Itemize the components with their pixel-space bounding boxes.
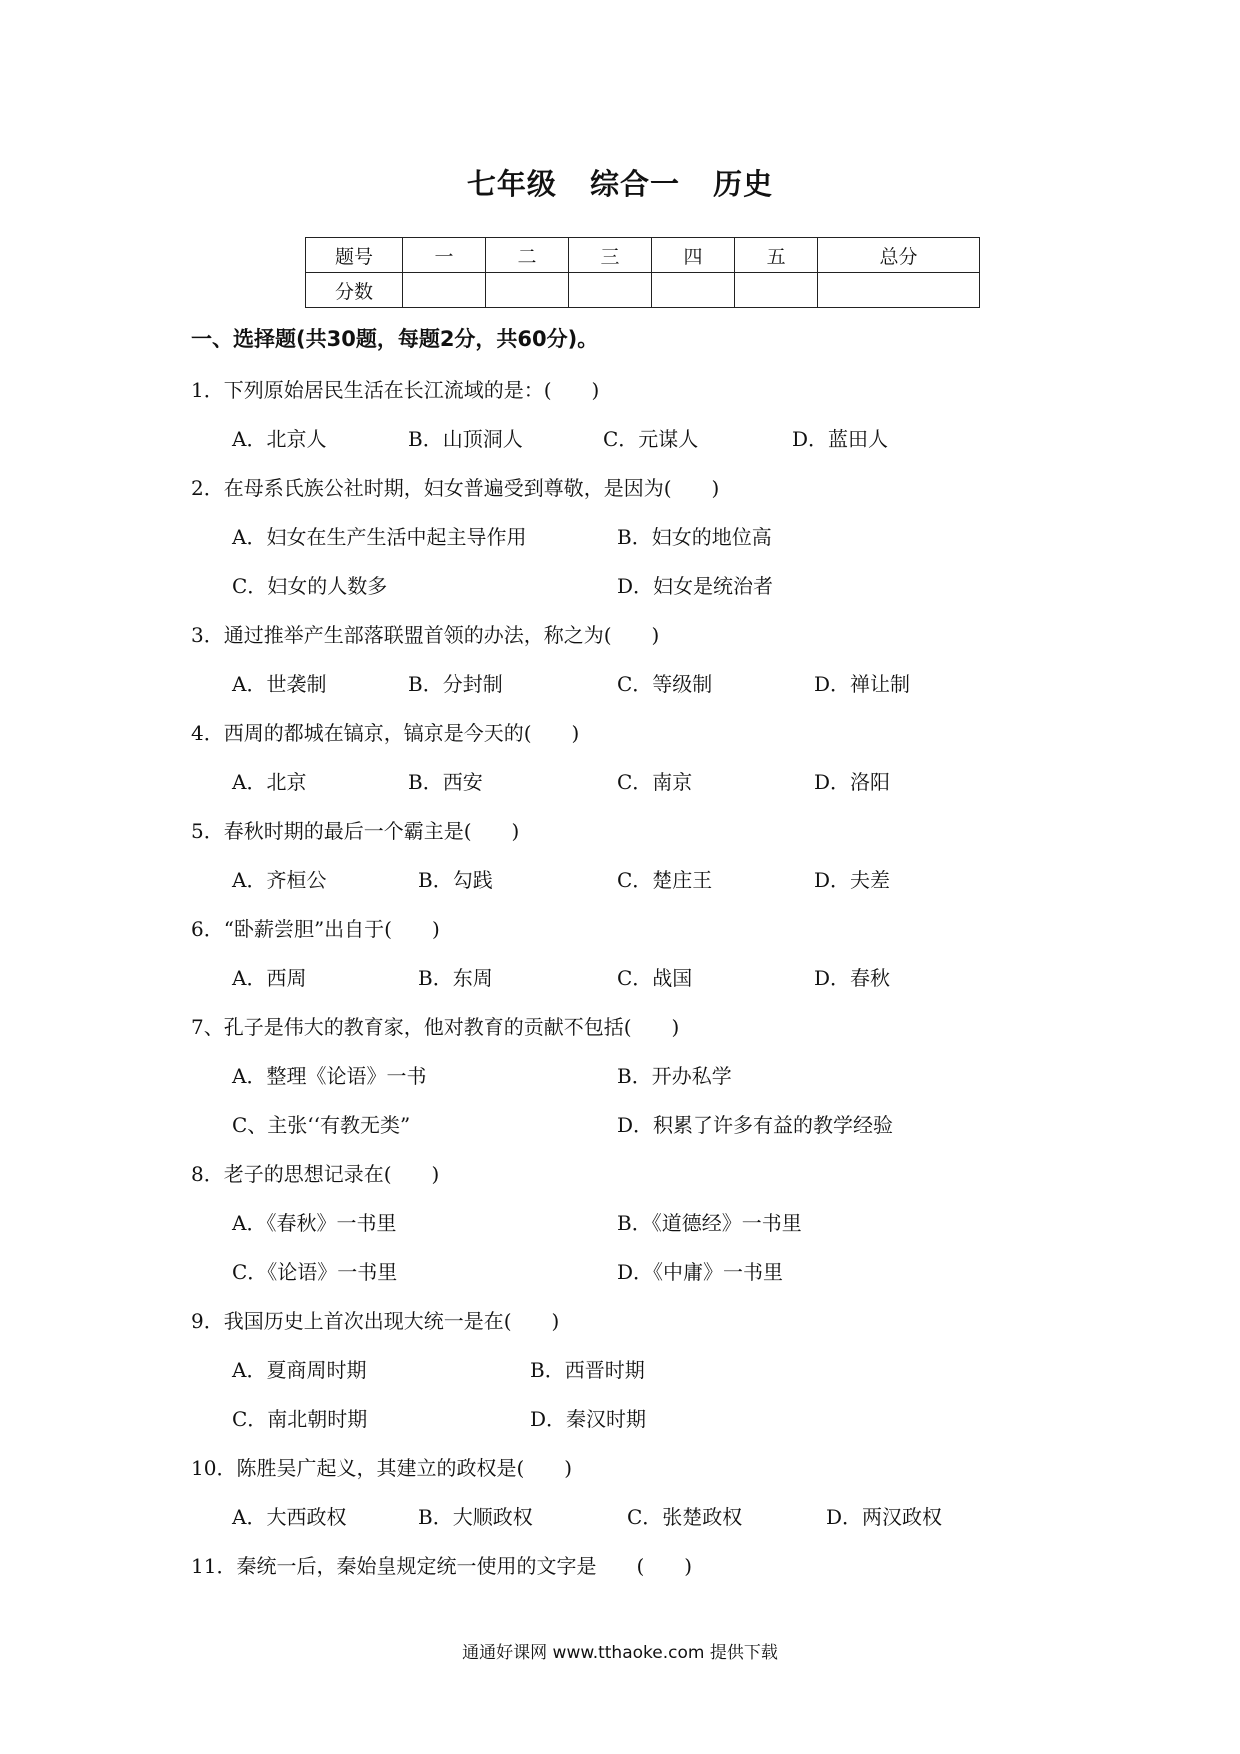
- q6-option-d: D．春秋: [814, 966, 891, 990]
- q6-option-c: C．战国: [617, 966, 693, 990]
- q10-option-c: C．张楚政权: [627, 1505, 743, 1529]
- q9-option-c: C．南北朝时期: [232, 1407, 368, 1431]
- q1-option-b: B．山顶洞人: [408, 427, 523, 451]
- q6-option-b: B．东周: [418, 966, 493, 990]
- question-1: 1．下列原始居民生活在长江流域的是：( ): [191, 378, 600, 402]
- q10-option-b: B．大顺政权: [418, 1505, 533, 1529]
- question-7: 7、孔子是伟大的教育家，他对教育的贡献不包括( ): [191, 1015, 680, 1039]
- score-cell: [652, 273, 735, 308]
- score-header-cell: 五: [735, 238, 818, 273]
- q2-option-c: C．妇女的人数多: [232, 574, 388, 598]
- q10-option-a: A．大西政权: [232, 1505, 347, 1529]
- q1-option-d: D．蓝田人: [792, 427, 889, 451]
- page-title: 七年级 综合一 历史: [466, 167, 774, 201]
- q8-option-c: C．《论语》一书里: [232, 1260, 398, 1284]
- score-header-label: 题号: [306, 238, 403, 273]
- score-cell: [735, 273, 818, 308]
- question-11: 11．秦统一后，秦始皇规定统一使用的文字是 ( ): [191, 1554, 693, 1578]
- q2-option-d: D．妇女是统治者: [617, 574, 774, 598]
- q3-option-c: C．等级制: [617, 672, 713, 696]
- question-10: 10．陈胜吴广起义，其建立的政权是( ): [191, 1456, 573, 1480]
- score-header-cell: 二: [486, 238, 569, 273]
- score-header-total: 总分: [818, 238, 980, 273]
- footer-credit: 通通好课网 www.tthaoke.com 提供下载: [462, 1643, 778, 1663]
- q4-option-b: B．西安: [408, 770, 483, 794]
- q1-option-c: C．元谋人: [603, 427, 699, 451]
- q7-option-c: C、主张‘‘有教无类”: [232, 1113, 411, 1137]
- q6-option-a: A．西周: [232, 966, 307, 990]
- score-table-score-row: [306, 273, 980, 308]
- q4-option-c: C．南京: [617, 770, 693, 794]
- q9-option-a: A．夏商周时期: [232, 1358, 367, 1382]
- q2-option-b: B．妇女的地位高: [617, 525, 772, 549]
- q1-option-a: A．北京人: [232, 427, 327, 451]
- q7-option-a: A．整理《论语》一书: [232, 1064, 427, 1088]
- score-table-header-row: [306, 238, 980, 273]
- q4-option-d: D．洛阳: [814, 770, 891, 794]
- score-row-label: 分数: [306, 273, 403, 308]
- q8-option-d: D．《中庸》一书里: [617, 1260, 784, 1284]
- score-cell: [403, 273, 486, 308]
- question-3: 3．通过推举产生部落联盟首领的办法，称之为( ): [191, 623, 660, 647]
- question-5: 5．春秋时期的最后一个霸主是( ): [191, 819, 520, 843]
- score-header-cell: 四: [652, 238, 735, 273]
- q5-option-a: A．齐桓公: [232, 868, 327, 892]
- q3-option-d: D．禅让制: [814, 672, 911, 696]
- q7-option-d: D．积累了许多有益的教学经验: [617, 1113, 894, 1137]
- q8-option-b: B．《道德经》一书里: [617, 1211, 802, 1235]
- score-table: [305, 237, 980, 308]
- q9-option-d: D．秦汉时期: [530, 1407, 647, 1431]
- score-cell: [818, 273, 980, 308]
- q7-option-b: B．开办私学: [617, 1064, 732, 1088]
- score-cell: [569, 273, 652, 308]
- question-4: 4．西周的都城在镐京，镐京是今天的( ): [191, 721, 580, 745]
- score-cell: [486, 273, 569, 308]
- section-heading: 一、选择题(共30题，每题2分，共60分)。: [191, 327, 599, 351]
- question-2: 2．在母系氏族公社时期，妇女普遍受到尊敬，是因为( ): [191, 476, 720, 500]
- score-header-cell: 一: [403, 238, 486, 273]
- score-header-cell: 三: [569, 238, 652, 273]
- question-6: 6．“卧薪尝胆”出自于( ): [191, 917, 440, 941]
- q8-option-a: A．《春秋》一书里: [232, 1211, 397, 1235]
- question-8: 8．老子的思想记录在( ): [191, 1162, 440, 1186]
- q10-option-d: D．两汉政权: [826, 1505, 943, 1529]
- q4-option-a: A．北京: [232, 770, 307, 794]
- question-9: 9．我国历史上首次出现大统一是在( ): [191, 1309, 560, 1333]
- q9-option-b: B．西晋时期: [530, 1358, 645, 1382]
- q5-option-b: B．勾践: [418, 868, 493, 892]
- q2-option-a: A．妇女在生产生活中起主导作用: [232, 525, 527, 549]
- q3-option-b: B．分封制: [408, 672, 503, 696]
- q5-option-d: D．夫差: [814, 868, 891, 892]
- q5-option-c: C．楚庄王: [617, 868, 713, 892]
- q3-option-a: A．世袭制: [232, 672, 327, 696]
